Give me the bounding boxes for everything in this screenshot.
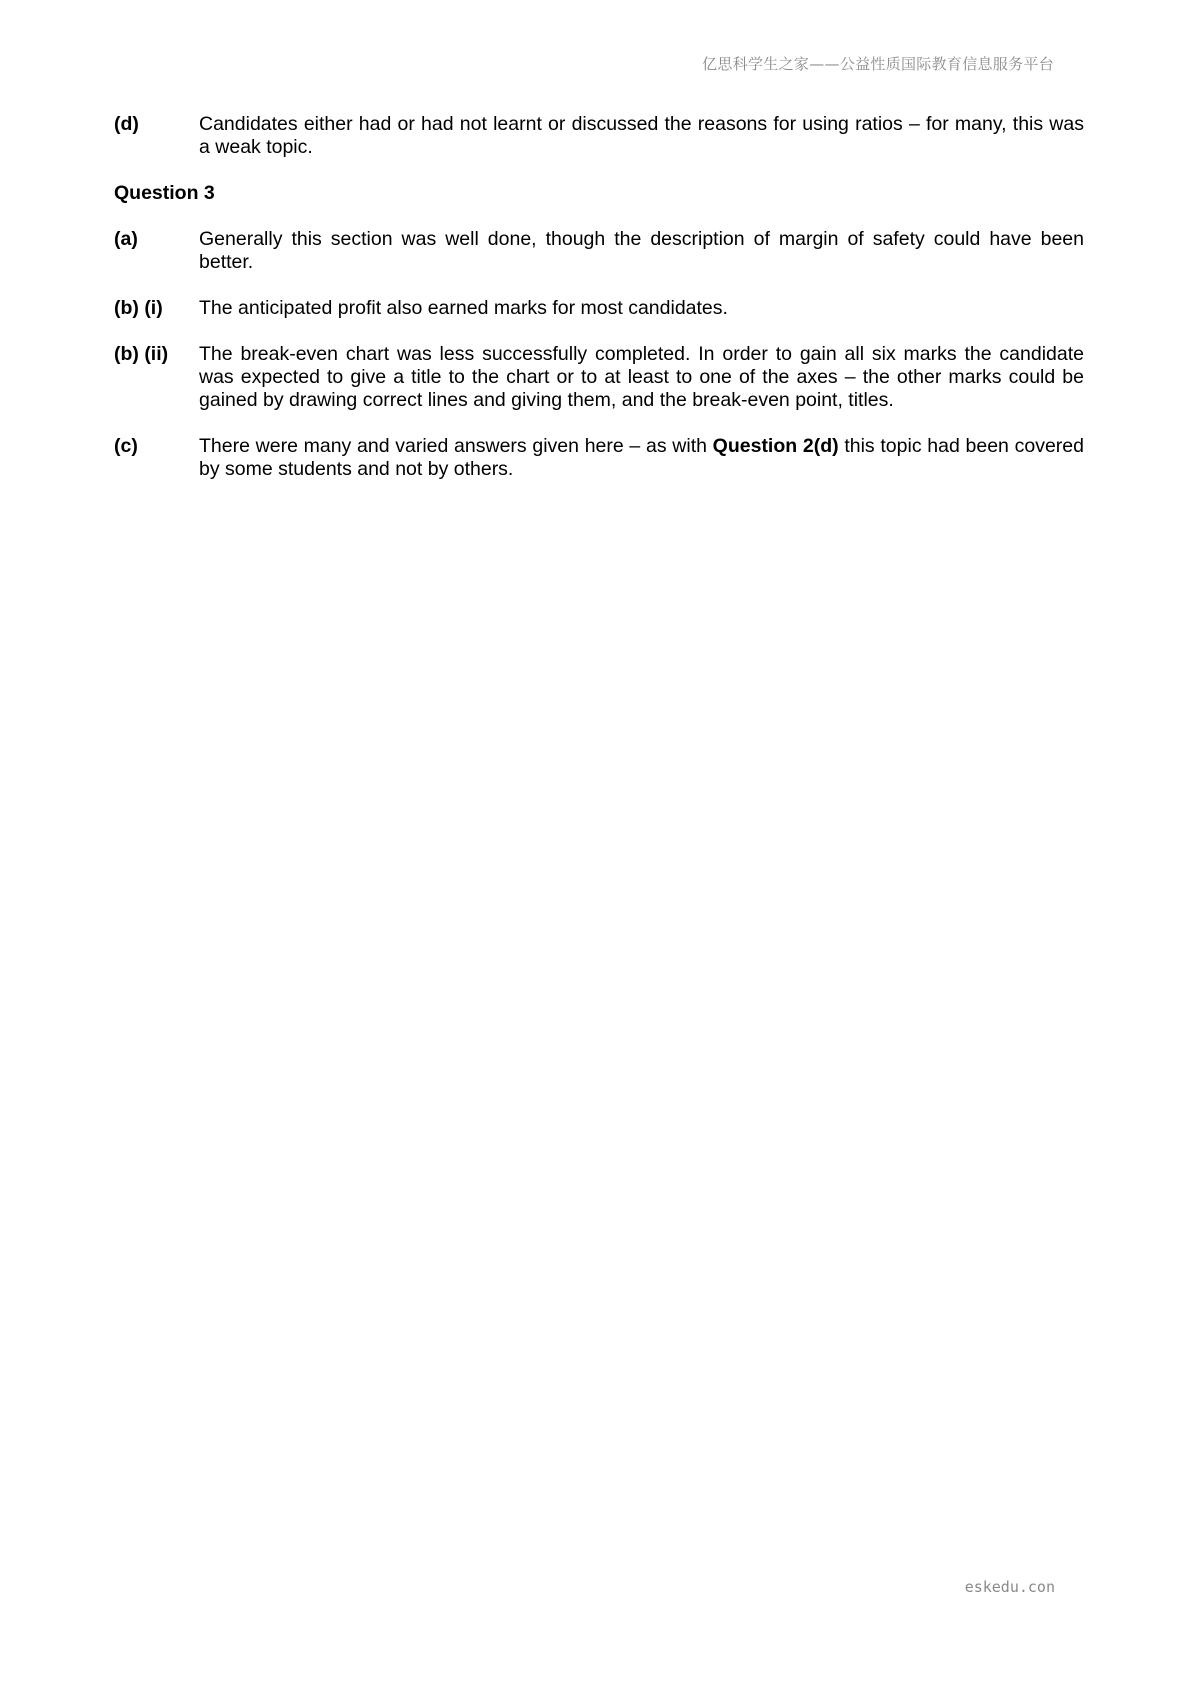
item-q2d [114, 113, 1084, 159]
item-label: (a) [114, 228, 138, 250]
item-text-part: this topic had been covered by some students and not by others. [199, 435, 1084, 480]
question-reference: Question 2(d) [712, 435, 839, 457]
item-text: Generally this section was well done, though the description of margin of safety could have been better. [199, 228, 1084, 273]
item-q3c [114, 435, 1084, 481]
item-text-part: There were many and varied answers given here – as with [199, 435, 713, 457]
header-watermark: 亿思科学生之家——公益性质国际教育信息服务平台 [702, 55, 1054, 73]
item-text: Candidates either had or had not learnt or discussed the reasons for using ratios – for many, this was a weak topic. [199, 113, 1084, 158]
report-content [114, 113, 1084, 504]
item-q3a [114, 228, 1084, 274]
item-label: (b) (ii) [114, 343, 169, 365]
item-text [199, 435, 1084, 481]
item-label: (b) (i) [114, 297, 163, 319]
item-text: The anticipated profit also earned marks for most candidates. [199, 297, 728, 319]
item-q3bii [114, 343, 1084, 412]
item-text: The break-even chart was less successfully completed. In order to gain all six marks the candidate was expected to give a title to the chart or to at least to one of the axes – the other marks could be gained by drawing correct lines and giving them, and the break-even point, titles. [199, 343, 1084, 411]
item-label: (c) [114, 435, 138, 457]
footer-watermark: eskedu.con [964, 1578, 1055, 1596]
item-label: (d) [114, 113, 139, 135]
item-q3bi [114, 297, 1084, 320]
question-3-heading: Question 3 [114, 182, 215, 204]
